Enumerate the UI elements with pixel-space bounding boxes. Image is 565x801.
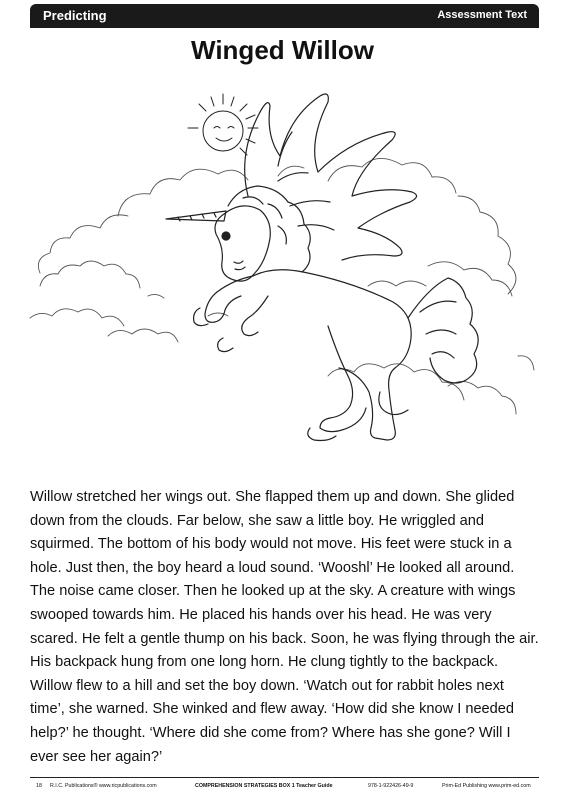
book-title: COMPREHENSION STRATEGIES BOX 1 Teacher Guide bbox=[195, 783, 333, 789]
footer-divider bbox=[30, 777, 539, 778]
page-title: Winged Willow bbox=[191, 35, 374, 65]
footer bbox=[30, 783, 539, 795]
section-label: Predicting bbox=[43, 8, 107, 23]
winged-unicorn-illustration bbox=[28, 86, 540, 456]
header-bar bbox=[30, 4, 539, 28]
prim-ed-credit: Prim-Ed Publishing www.prim-ed.com bbox=[442, 783, 531, 789]
isbn: 978-1-922426-49-9 bbox=[368, 783, 414, 789]
cloud-icon bbox=[30, 158, 534, 414]
winged-unicorn-icon bbox=[166, 94, 478, 441]
text-type-label: Assessment Text bbox=[437, 9, 527, 21]
publisher-credit: R.I.C. Publications® www.ricpublications.com bbox=[50, 783, 157, 789]
page-number: 18 bbox=[36, 783, 42, 789]
story-text: Willow stretched her wings out. She flapped them up and down. She glided down from the clouds. Far below, she saw a little boy. He wriggled and squirmed. The bottom of his body would not move. His feet were stuck in a hole. Just then, the boy heard a loud sound. ‘Wooshl’ He looked all around. The noise came closer. Then he looked up at the sky. A creature with wings swooped towards him. He placed his hands over his head. He was very scared. He felt a gentle thump on his back. Soon, he was flying through the air. His backpack hung from one long horn. He clung tightly to the backpack. Willow flew to a hill and set the boy down. ‘Watch out for rabbit holes next time’, she warned. She winked and flew away. ‘How did she know I needed help?’ he thought. ‘Where did she come from? Where has she gone? Will I ever see her again?’ bbox=[30, 489, 539, 765]
